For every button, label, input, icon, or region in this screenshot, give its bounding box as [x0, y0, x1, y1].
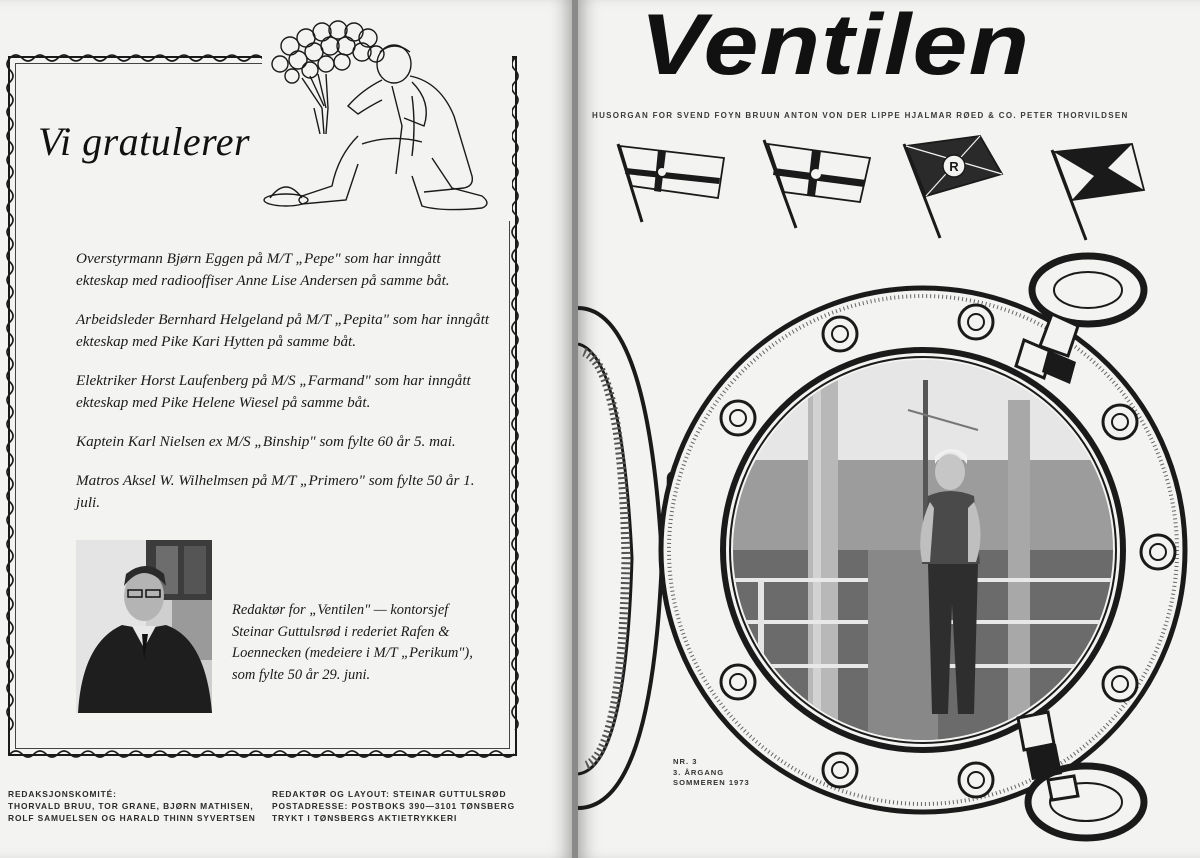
committee-members-line1: THORVALD BRUU, TOR GRANE, BJØRN MATHISEN, [8, 801, 254, 811]
masthead-tagline: HUSORGAN FOR SVEND FOYN BRUUN ANTON VON DER LIPPE HJALMAR RØED & CO. PETER THORVILDSEN [592, 111, 1129, 120]
wavy-border-bottom [10, 748, 515, 760]
kneeling-man-with-flowers-illustration [262, 16, 512, 221]
announcement-item: Elektriker Horst Laufenberg på M/S „Farmand" som har inngått ekteskap med Pike Helene Wiesel på samme båt. [76, 372, 471, 411]
committee-members-line2: ROLF SAMUELSEN OG HARALD THINN SYVERTSEN [8, 813, 256, 823]
issue-volume: 3. ÅRGANG [673, 767, 725, 777]
left-page [0, 0, 572, 858]
wavy-border-left [4, 58, 16, 754]
right-page [578, 0, 1200, 858]
flag-letter: R [949, 159, 959, 174]
shipping-flag-cross-star-icon [760, 136, 880, 231]
issue-number: NR. 3 [673, 757, 698, 766]
publication-info [272, 788, 515, 824]
porthole-illustration [578, 250, 1200, 858]
congratulations-headline: Vi gratulerer [38, 119, 251, 164]
shipping-flag-r-icon [900, 134, 1010, 244]
announcements-list [76, 248, 491, 531]
editor-caption: Redaktør for „Ventilen" — kontorsjef Steinar Guttulsrød i rederiet Rafen & Loennecken (medeiere i M/T „Perikum"), som fylte 50 år 29. juni. [232, 602, 473, 683]
issue-season: SOMMEREN 1973 [673, 778, 750, 787]
editorial-committee [8, 788, 256, 824]
issue-info [673, 757, 750, 789]
shipping-flag-diagonal-icon [1048, 138, 1158, 243]
announcement-item: Kaptein Karl Nielsen ex M/S „Binship" som fylte 60 år 5. mai. [76, 433, 456, 450]
announcement-item: Overstyrmann Bjørn Eggen på M/T „Pepe" som har inngått ekteskap med radiooffiser Anne Lise Andersen på samme båt. [76, 250, 450, 289]
committee-title: REDAKSJONSKOMITÉ: [8, 789, 117, 799]
printer-line: TRYKT I TØNSBERGS AKTIETRYKKERI [272, 813, 458, 823]
shipping-flag-cross-icon [614, 140, 734, 225]
announcement-item: Arbeidsleder Bernhard Helgeland på M/T „Pepita" som har inngått ekteskap med Pike Kari Hytten på samme båt. [76, 311, 490, 350]
editor-portrait-photo [76, 540, 212, 713]
editor-layout-line: REDAKTØR OG LAYOUT: STEINAR GUTTULSRØD [272, 789, 507, 799]
postal-address-line: POSTADRESSE: POSTBOKS 390—3101 TØNSBERG [272, 801, 515, 811]
announcement-item: Matros Aksel W. Wilhelmsen på M/T „Primero" som fylte 50 år 1. juli. [76, 472, 475, 511]
magazine-masthead: Ventilen [640, 0, 1031, 93]
